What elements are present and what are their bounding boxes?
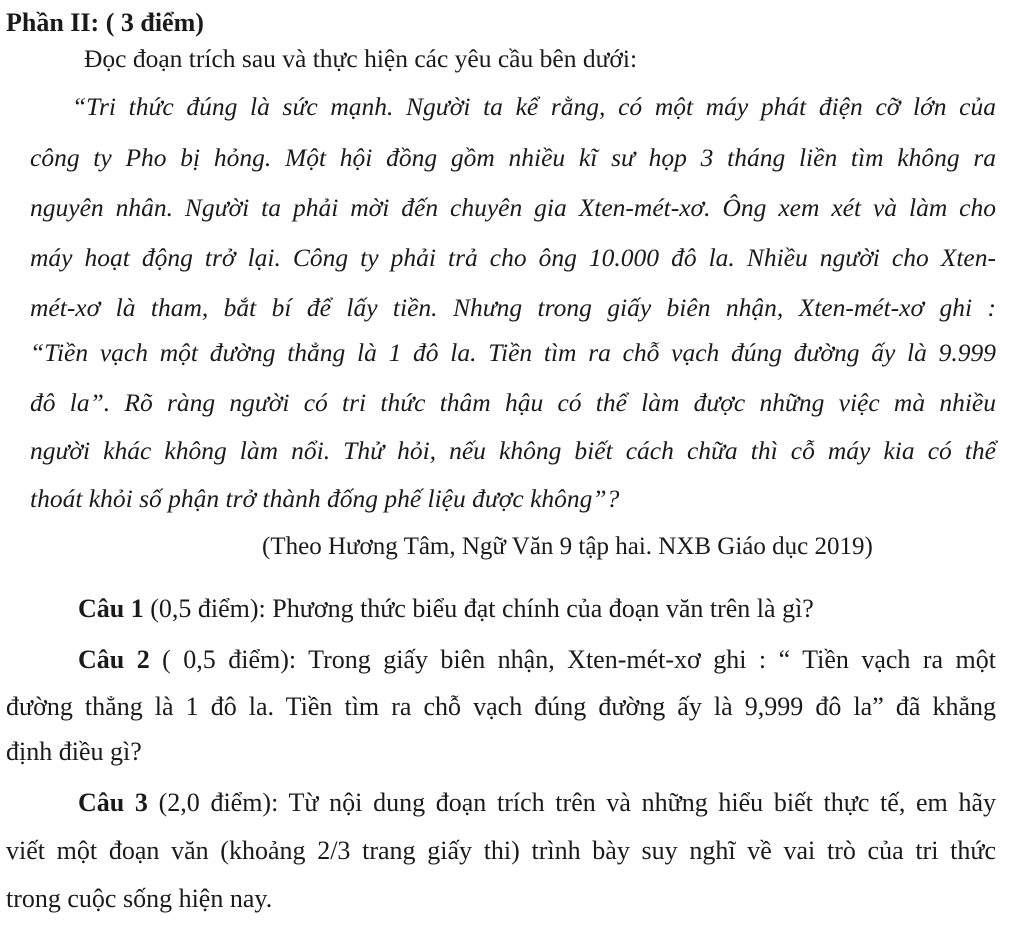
excerpt-line: đô la”. Rõ ràng người có tri thức thâm hậu có thể làm được những việc mà nhiều <box>30 388 996 417</box>
excerpt-line: thoát khỏi số phận trở thành đống phế liệu được không”? <box>30 484 620 513</box>
question-2-text: ( 0,5 điểm): Trong giấy biên nhận, Xten-mét-xơ ghi : “ Tiền vạch ra một <box>149 645 996 674</box>
question-2-label: Câu 2 <box>78 645 150 674</box>
question-2-line: đường thẳng là 1 đô la. Tiền tìm ra chỗ vạch đúng đường ấy là 9,999 đô la” đã khẳng <box>6 692 996 721</box>
excerpt-line: nguyên nhân. Người ta phải mời đến chuyên gia Xten-mét-xơ. Ông xem xét và làm cho <box>30 193 996 222</box>
section-heading: Phần II: ( 3 điểm) <box>6 8 204 37</box>
question-3-label: Câu 3 <box>78 788 148 817</box>
question-3-line <box>78 788 996 818</box>
question-2-line <box>78 645 996 675</box>
question-3-line: viết một đoạn văn (khoảng 2/3 trang giấy thi) trình bày suy nghĩ về vai trò của tri thức <box>6 836 996 865</box>
excerpt-line: mét-xơ là tham, bắt bí để lấy tiền. Nhưng trong giấy biên nhận, Xten-mét-xơ ghi : <box>30 293 996 322</box>
question-1-text: (0,5 điểm): Phương thức biểu đạt chính của đoạn văn trên là gì? <box>143 594 814 623</box>
question-2-line: định điều gì? <box>6 737 142 766</box>
question-1 <box>78 594 814 624</box>
question-3-text: (2,0 điểm): Từ nội dung đoạn trích trên và những hiểu biết thực tế, em hãy <box>147 788 996 817</box>
excerpt-source: (Theo Hương Tâm, Ngữ Văn 9 tập hai. NXB Giáo dục 2019) <box>262 533 873 560</box>
question-3-line: trong cuộc sống hiện nay. <box>6 884 273 913</box>
question-1-label: Câu 1 <box>78 594 144 623</box>
excerpt-line: người khác không làm nổi. Thử hỏi, nếu không biết cách chữa thì cỗ máy kia có thể <box>30 436 996 465</box>
excerpt-line: công ty Pho bị hỏng. Một hội đồng gồm nhiều kĩ sư họp 3 tháng liền tìm không ra <box>30 143 996 172</box>
instruction-text: Đọc đoạn trích sau và thực hiện các yêu cầu bên dưới: <box>84 44 638 73</box>
excerpt-line: “Tiền vạch một đường thẳng là 1 đô la. Tiền tìm ra chỗ vạch đúng đường ấy là 9.999 <box>30 338 996 367</box>
excerpt-line: máy hoạt động trở lại. Công ty phải trả cho ông 10.000 đô la. Nhiều người cho Xten- <box>30 243 996 272</box>
excerpt-line: “Tri thức đúng là sức mạnh. Người ta kể rằng, có một máy phát điện cỡ lớn của <box>72 92 996 121</box>
